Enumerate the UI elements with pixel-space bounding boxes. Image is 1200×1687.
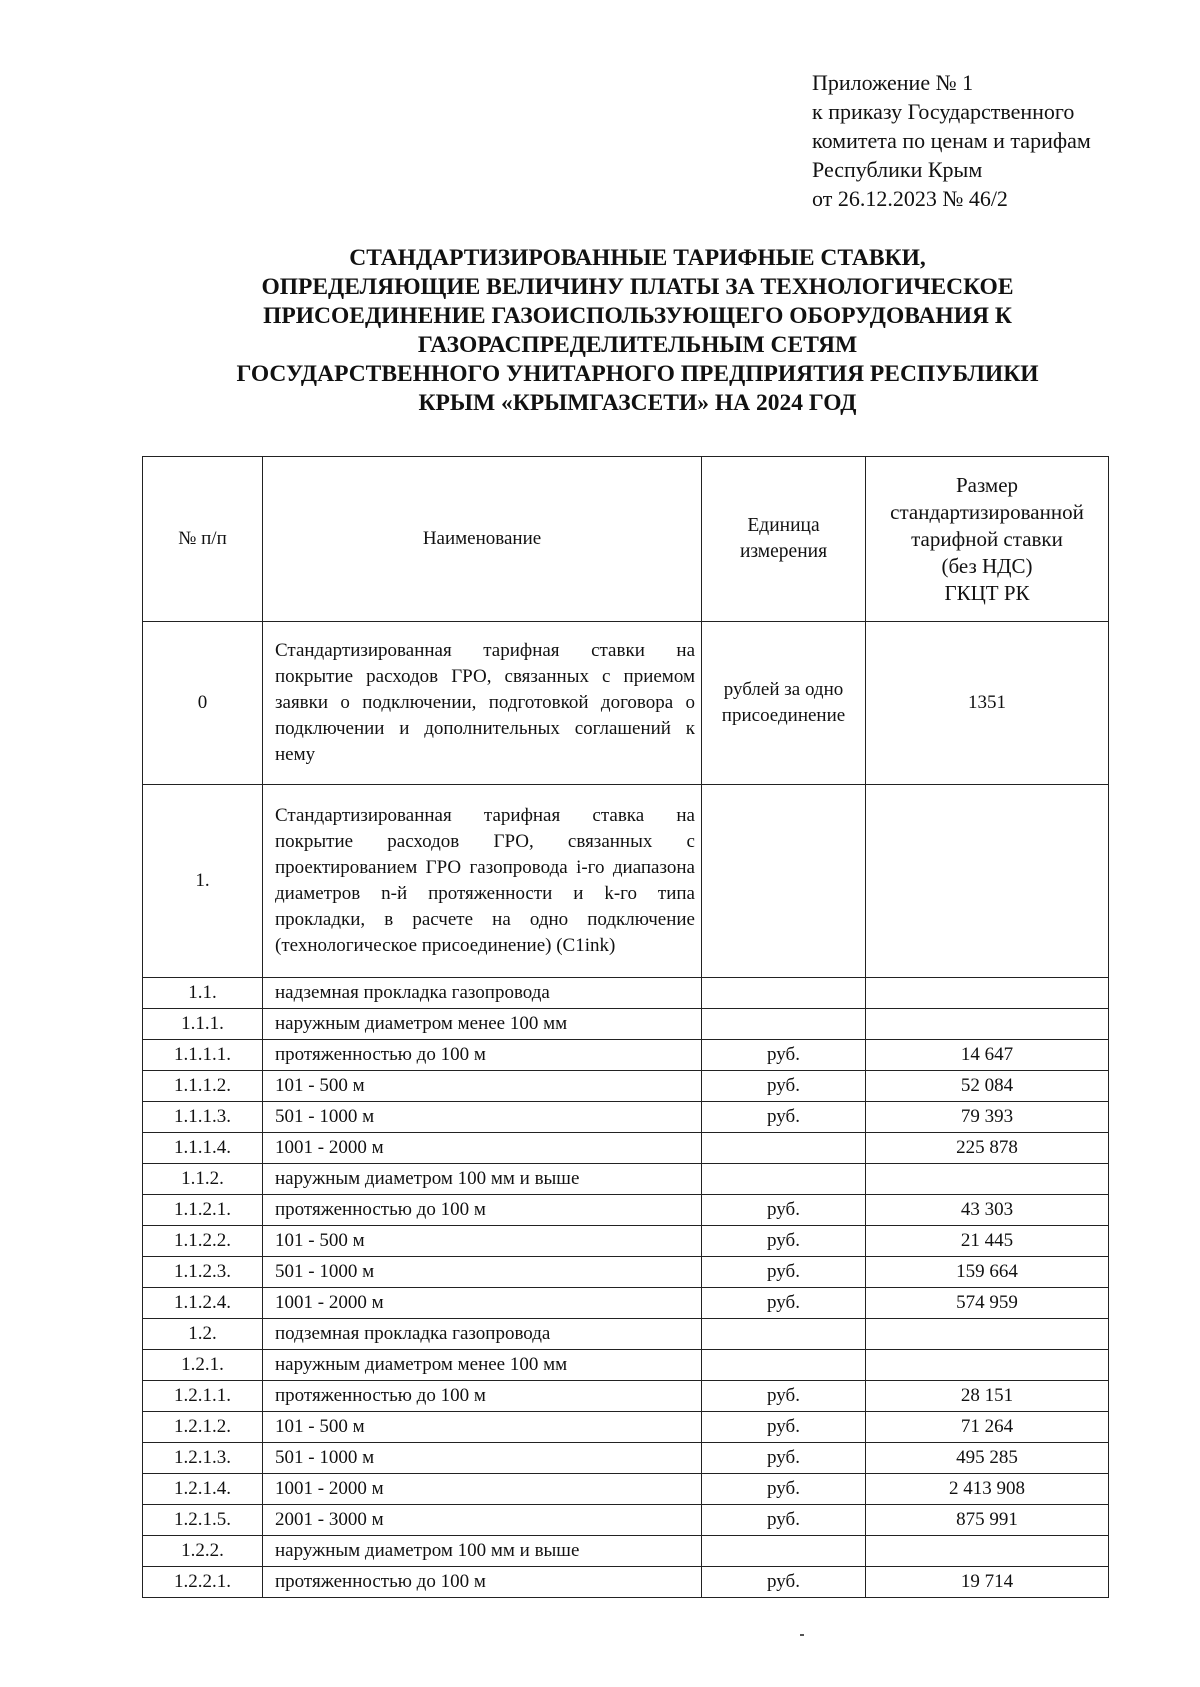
row-name: наружным диаметром менее 100 мм bbox=[263, 1350, 702, 1381]
row-value: 71 264 bbox=[866, 1412, 1109, 1443]
row-value: 79 393 bbox=[866, 1102, 1109, 1133]
row-unit: руб. bbox=[702, 1505, 866, 1536]
header-value-line: тарифной ставки bbox=[911, 526, 1063, 551]
row-value: 14 647 bbox=[866, 1040, 1109, 1071]
row-name: 501 - 1000 м bbox=[263, 1102, 702, 1133]
row-num: 1.2.1.3. bbox=[143, 1443, 263, 1474]
title-line: СТАНДАРТИЗИРОВАННЫЕ ТАРИФНЫЕ СТАВКИ, bbox=[349, 245, 926, 271]
table-row bbox=[143, 1102, 1109, 1133]
row-unit bbox=[702, 1319, 866, 1350]
table-row bbox=[143, 1009, 1109, 1040]
row-unit: руб. bbox=[702, 1474, 866, 1505]
row-value: 19 714 bbox=[866, 1567, 1109, 1598]
row-unit: руб. bbox=[702, 1567, 866, 1598]
row-unit bbox=[702, 1164, 866, 1195]
row-value: 2 413 908 bbox=[866, 1474, 1109, 1505]
row-unit bbox=[702, 785, 866, 978]
row-name: наружным диаметром менее 100 мм bbox=[263, 1009, 702, 1040]
row-num: 1.1.2. bbox=[143, 1164, 263, 1195]
row-value: 495 285 bbox=[866, 1443, 1109, 1474]
table-row bbox=[143, 785, 1109, 978]
row-unit: руб. bbox=[702, 1443, 866, 1474]
row-unit bbox=[702, 1536, 866, 1567]
title-line: ПРИСОЕДИНЕНИЕ ГАЗОИСПОЛЬЗУЮЩЕГО ОБОРУДОВАНИЯ К bbox=[263, 303, 1012, 329]
row-value: 52 084 bbox=[866, 1071, 1109, 1102]
table-row bbox=[143, 1536, 1109, 1567]
row-unit bbox=[702, 1133, 866, 1164]
row-num: 1.2.1.2. bbox=[143, 1412, 263, 1443]
row-name: 1001 - 2000 м bbox=[263, 1133, 702, 1164]
row-num: 1.2.1.5. bbox=[143, 1505, 263, 1536]
row-unit: руб. bbox=[702, 1257, 866, 1288]
title-line: ГОСУДАРСТВЕННОГО УНИТАРНОГО ПРЕДПРИЯТИЯ РЕСПУБЛИКИ bbox=[236, 361, 1039, 387]
row-num: 1.1. bbox=[143, 978, 263, 1009]
table-row bbox=[143, 1133, 1109, 1164]
row-num: 1.1.2.3. bbox=[143, 1257, 263, 1288]
scan-speck bbox=[800, 1634, 804, 1636]
table-row bbox=[143, 1164, 1109, 1195]
row-unit bbox=[702, 978, 866, 1009]
row-value: 159 664 bbox=[866, 1257, 1109, 1288]
row-name: 101 - 500 м bbox=[263, 1226, 702, 1257]
document-title bbox=[150, 244, 1125, 418]
row-unit-line: присоединение bbox=[721, 705, 846, 726]
appendix-line: комитета по ценам и тарифам bbox=[812, 128, 1091, 153]
table-row bbox=[143, 1319, 1109, 1350]
row-value: 574 959 bbox=[866, 1288, 1109, 1319]
header-value bbox=[866, 457, 1109, 622]
appendix-line: к приказу Государственного bbox=[812, 99, 1075, 124]
row-unit: руб. bbox=[702, 1040, 866, 1071]
row-unit: руб. bbox=[702, 1195, 866, 1226]
header-num: № п/п bbox=[143, 457, 263, 622]
row-num: 1.1.1. bbox=[143, 1009, 263, 1040]
row-num: 1.2.2.1. bbox=[143, 1567, 263, 1598]
row-name: надземная прокладка газопровода bbox=[263, 978, 702, 1009]
row-num: 1.1.1.1. bbox=[143, 1040, 263, 1071]
header-unit-line: Единица bbox=[747, 515, 820, 536]
row-num: 1.1.1.2. bbox=[143, 1071, 263, 1102]
row-value bbox=[866, 978, 1109, 1009]
row-value: 875 991 bbox=[866, 1505, 1109, 1536]
row-name: 2001 - 3000 м bbox=[263, 1505, 702, 1536]
row-num: 1.1.2.4. bbox=[143, 1288, 263, 1319]
table-row bbox=[143, 1381, 1109, 1412]
row-value bbox=[866, 1164, 1109, 1195]
row-name: 101 - 500 м bbox=[263, 1412, 702, 1443]
row-name: Стандартизированная тарифная ставки на покрытие расходов ГРО, связанных с приемом заявки о подключении, подготовкой договора о подключении и дополнительных соглашений к нему bbox=[263, 622, 702, 785]
row-unit: руб. bbox=[702, 1381, 866, 1412]
row-name: 1001 - 2000 м bbox=[263, 1474, 702, 1505]
row-name: наружным диаметром 100 мм и выше bbox=[263, 1536, 702, 1567]
row-value bbox=[866, 1319, 1109, 1350]
row-unit-line: рублей за одно bbox=[723, 679, 844, 700]
row-value: 28 151 bbox=[866, 1381, 1109, 1412]
row-unit: руб. bbox=[702, 1071, 866, 1102]
row-num: 1.2.1.1. bbox=[143, 1381, 263, 1412]
table-row bbox=[143, 1195, 1109, 1226]
row-name: наружным диаметром 100 мм и выше bbox=[263, 1164, 702, 1195]
table-row bbox=[143, 1350, 1109, 1381]
appendix-line: Республики Крым bbox=[812, 157, 983, 182]
title-line: ГАЗОРАСПРЕДЕЛИТЕЛЬНЫМ СЕТЯМ bbox=[417, 332, 858, 358]
header-name: Наименование bbox=[263, 457, 702, 622]
row-num: 1.1.1.3. bbox=[143, 1102, 263, 1133]
tariff-table bbox=[142, 456, 1109, 1598]
row-num: 1.2.2. bbox=[143, 1536, 263, 1567]
table-row bbox=[143, 1474, 1109, 1505]
title-line: КРЫМ «КРЫМГАЗСЕТИ» НА 2024 ГОД bbox=[418, 390, 857, 416]
table-row bbox=[143, 1443, 1109, 1474]
row-unit: руб. bbox=[702, 1412, 866, 1443]
header-unit bbox=[702, 457, 866, 622]
table-row bbox=[143, 1226, 1109, 1257]
row-name: Стандартизированная тарифная ставка на покрытие расходов ГРО, связанных с проектированием ГРО газопровода i-го диапазона диаметров n-й протяженности и k-го типа прокладки, в расчете на одно подключение (технологическое присоединение) (C1ink) bbox=[263, 785, 702, 978]
row-unit: руб. bbox=[702, 1102, 866, 1133]
row-name: протяженностью до 100 м bbox=[263, 1040, 702, 1071]
row-name: протяженностью до 100 м bbox=[263, 1195, 702, 1226]
row-unit bbox=[702, 1350, 866, 1381]
row-num: 1.2.1.4. bbox=[143, 1474, 263, 1505]
row-num: 1.1.1.4. bbox=[143, 1133, 263, 1164]
row-value bbox=[866, 785, 1109, 978]
table-row bbox=[143, 1071, 1109, 1102]
table-row bbox=[143, 622, 1109, 785]
row-name: 101 - 500 м bbox=[263, 1071, 702, 1102]
row-value: 21 445 bbox=[866, 1226, 1109, 1257]
table-row bbox=[143, 978, 1109, 1009]
row-num: 1.2.1. bbox=[143, 1350, 263, 1381]
row-num: 1.1.2.2. bbox=[143, 1226, 263, 1257]
row-value bbox=[866, 1350, 1109, 1381]
table-row bbox=[143, 1505, 1109, 1536]
row-unit: руб. bbox=[702, 1288, 866, 1319]
row-value: 225 878 bbox=[866, 1133, 1109, 1164]
row-unit bbox=[702, 1009, 866, 1040]
row-value: 1351 bbox=[866, 622, 1109, 785]
table-row bbox=[143, 1412, 1109, 1443]
row-unit: руб. bbox=[702, 1226, 866, 1257]
row-num: 0 bbox=[143, 622, 263, 785]
row-num: 1.1.2.1. bbox=[143, 1195, 263, 1226]
table-row bbox=[143, 1567, 1109, 1598]
row-name: 501 - 1000 м bbox=[263, 1257, 702, 1288]
table-row bbox=[143, 1257, 1109, 1288]
appendix-line: Приложение № 1 bbox=[812, 70, 974, 95]
row-name: подземная прокладка газопровода bbox=[263, 1319, 702, 1350]
title-line: ОПРЕДЕЛЯЮЩИЕ ВЕЛИЧИНУ ПЛАТЫ ЗА ТЕХНОЛОГИЧЕСКОЕ bbox=[261, 274, 1014, 300]
row-name: 501 - 1000 м bbox=[263, 1443, 702, 1474]
header-value-line: (без НДС) bbox=[941, 553, 1033, 578]
row-num: 1. bbox=[143, 785, 263, 978]
appendix-block bbox=[812, 68, 1172, 213]
row-name: протяженностью до 100 м bbox=[263, 1567, 702, 1598]
row-name: 1001 - 2000 м bbox=[263, 1288, 702, 1319]
table-row bbox=[143, 1288, 1109, 1319]
header-unit-line: измерения bbox=[739, 541, 828, 562]
row-unit bbox=[702, 622, 866, 785]
row-num: 1.2. bbox=[143, 1319, 263, 1350]
row-value bbox=[866, 1536, 1109, 1567]
header-value-line: ГКЦТ РК bbox=[944, 580, 1030, 605]
header-value-line: Размер bbox=[955, 472, 1019, 497]
table-row bbox=[143, 1040, 1109, 1071]
row-value: 43 303 bbox=[866, 1195, 1109, 1226]
table-header-row bbox=[143, 457, 1109, 622]
row-value bbox=[866, 1009, 1109, 1040]
row-name: протяженностью до 100 м bbox=[263, 1381, 702, 1412]
header-value-line: стандартизированной bbox=[890, 499, 1084, 524]
appendix-line: от 26.12.2023 № 46/2 bbox=[812, 186, 1008, 211]
